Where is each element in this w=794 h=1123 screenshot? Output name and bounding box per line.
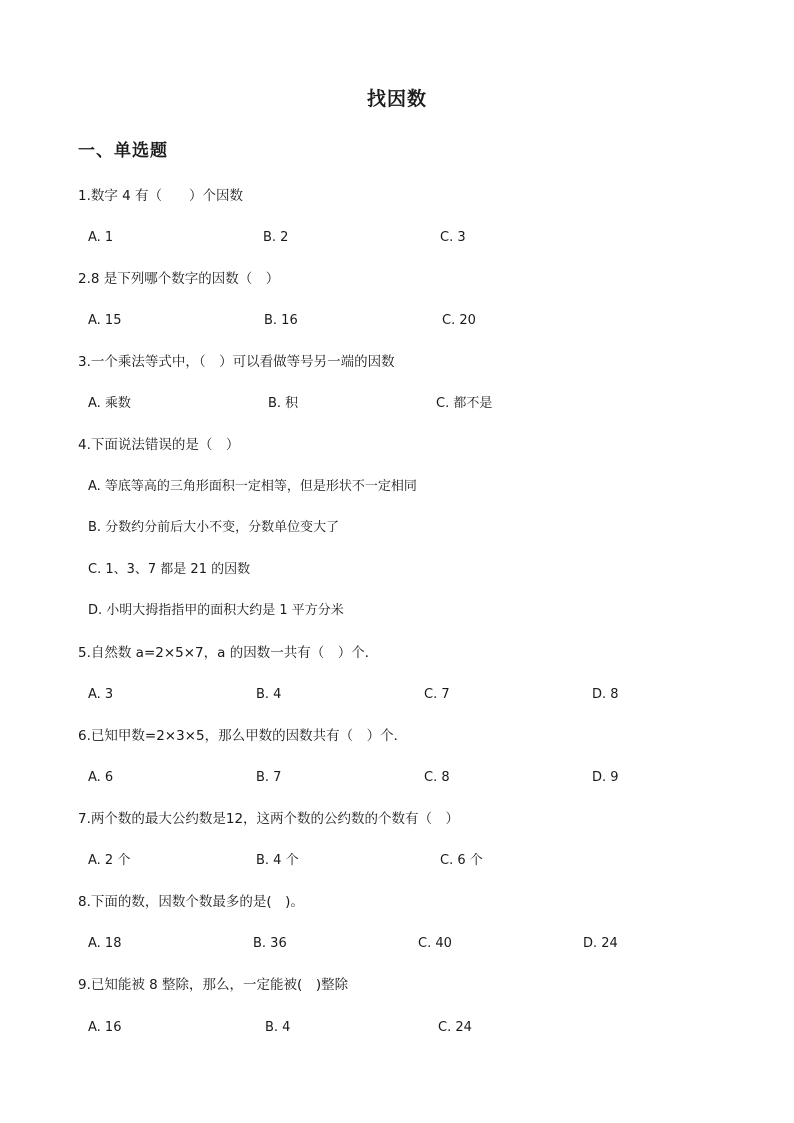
q2-option-b[interactable]: B. 16	[264, 313, 298, 328]
section-heading: 一、单选题	[78, 141, 168, 161]
q8-option-b[interactable]: B. 36	[253, 936, 287, 951]
page-title: 找因数	[366, 88, 427, 110]
q1-option-c[interactable]: C. 3	[440, 230, 466, 245]
question-4: 4.下面说法错误的是（ ）	[78, 437, 240, 453]
q6-option-c[interactable]: C. 8	[424, 770, 450, 785]
q3-option-b[interactable]: B. 积	[268, 396, 299, 411]
q9-option-b[interactable]: B. 4	[265, 1020, 291, 1035]
q4-option-c[interactable]: C. 1、3、7 都是 21 的因数	[88, 562, 251, 577]
q6-option-d[interactable]: D. 9	[592, 770, 619, 785]
q7-option-b[interactable]: B. 4 个	[256, 853, 299, 868]
q4-option-d[interactable]: D. 小明大拇指指甲的面积大约是 1 平方分米	[88, 603, 344, 618]
q5-option-b[interactable]: B. 4	[256, 687, 282, 702]
q1-option-a[interactable]: A. 1	[88, 230, 114, 245]
question-6: 6.已知甲数=2×3×5，那么甲数的因数共有（ ）个．	[78, 728, 408, 744]
q2-option-a[interactable]: A. 15	[88, 313, 122, 328]
question-1: 1.数字 4 有（ ）个因数	[78, 188, 244, 204]
q6-option-a[interactable]: A. 6	[88, 770, 114, 785]
q8-option-d[interactable]: D. 24	[583, 936, 618, 951]
q4-option-a[interactable]: A. 等底等高的三角形面积一定相等，但是形状不一定相同	[88, 479, 417, 494]
q5-option-d[interactable]: D. 8	[592, 687, 619, 702]
q2-option-c[interactable]: C. 20	[442, 313, 476, 328]
question-2: 2.8 是下列哪个数字的因数（ ）	[78, 271, 280, 287]
q3-option-c[interactable]: C. 都不是	[436, 396, 493, 411]
question-7: 7.两个数的最大公约数是12，这两个数的公约数的个数有（ ）	[78, 811, 460, 827]
q3-option-a[interactable]: A. 乘数	[88, 396, 131, 411]
question-3: 3.一个乘法等式中，（ ）可以看做等号另一端的因数	[78, 354, 395, 370]
q8-option-c[interactable]: C. 40	[418, 936, 452, 951]
q8-option-a[interactable]: A. 18	[88, 936, 122, 951]
q1-option-b[interactable]: B. 2	[263, 230, 289, 245]
q7-option-a[interactable]: A. 2 个	[88, 853, 131, 868]
question-8: 8.下面的数，因数个数最多的是( )。	[78, 894, 304, 910]
q6-option-b[interactable]: B. 7	[256, 770, 282, 785]
q5-option-a[interactable]: A. 3	[88, 687, 114, 702]
question-5: 5.自然数 a=2×5×7，a 的因数一共有（ ）个．	[78, 645, 379, 661]
q7-option-c[interactable]: C. 6 个	[440, 853, 483, 868]
q9-option-c[interactable]: C. 24	[438, 1020, 472, 1035]
question-9: 9.已知能被 8 整除，那么，一定能被( )整除	[78, 977, 349, 993]
q5-option-c[interactable]: C. 7	[424, 687, 450, 702]
q9-option-a[interactable]: A. 16	[88, 1020, 122, 1035]
q4-option-b[interactable]: B. 分数约分前后大小不变，分数单位变大了	[88, 520, 340, 535]
